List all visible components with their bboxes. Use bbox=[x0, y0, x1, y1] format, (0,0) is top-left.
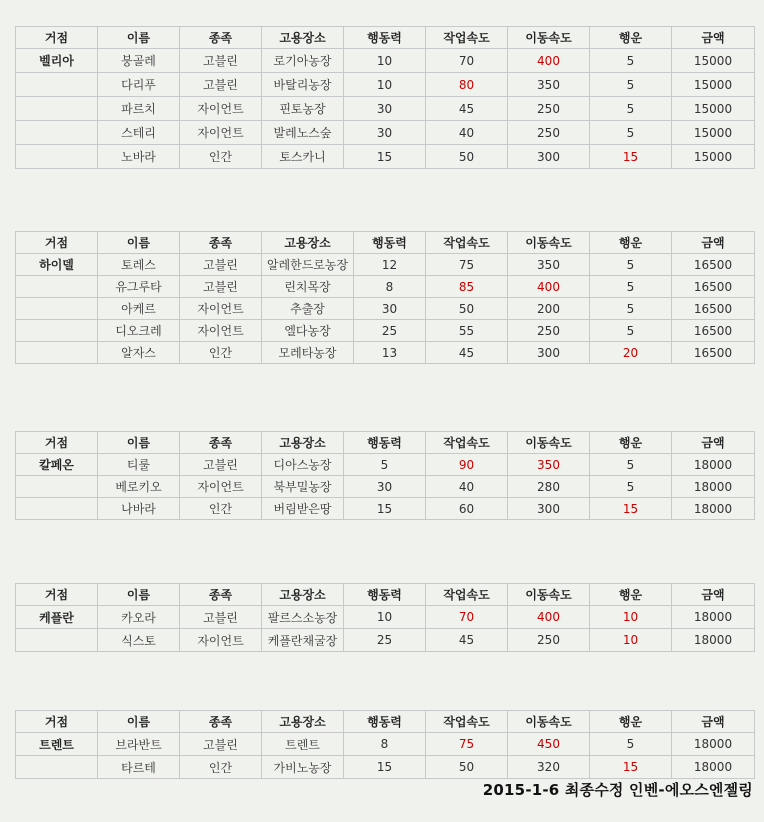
worker-price: 16500 bbox=[672, 254, 755, 276]
header-price: 금액 bbox=[672, 27, 755, 49]
worker-luck: 5 bbox=[590, 73, 672, 97]
base-cell: 케플란 bbox=[16, 606, 98, 629]
worker-stamina: 15 bbox=[344, 145, 426, 169]
base-cell-empty bbox=[16, 498, 98, 520]
header-work-speed: 작업속도 bbox=[426, 711, 508, 733]
header-place: 고용장소 bbox=[262, 432, 344, 454]
base-cell-empty bbox=[16, 145, 98, 169]
worker-work-speed: 45 bbox=[426, 629, 508, 652]
table-row bbox=[16, 342, 755, 364]
table-row bbox=[16, 756, 755, 779]
worker-table-trent bbox=[15, 710, 754, 779]
header-row bbox=[16, 27, 755, 49]
worker-price: 18000 bbox=[672, 454, 755, 476]
table-row bbox=[16, 606, 755, 629]
header-luck: 행운 bbox=[590, 27, 672, 49]
base-cell-empty bbox=[16, 756, 98, 779]
header-stamina: 행동력 bbox=[344, 584, 426, 606]
worker-price: 15000 bbox=[672, 121, 755, 145]
worker-race: 자이언트 bbox=[180, 121, 262, 145]
base-cell-empty bbox=[16, 320, 98, 342]
worker-move-speed: 300 bbox=[508, 145, 590, 169]
worker-name: 유그루타 bbox=[98, 276, 180, 298]
worker-stamina: 30 bbox=[354, 298, 426, 320]
table-row bbox=[16, 121, 755, 145]
header-place: 고용장소 bbox=[262, 584, 344, 606]
worker-price: 18000 bbox=[672, 756, 755, 779]
header-base: 거점 bbox=[16, 584, 98, 606]
base-cell: 하이델 bbox=[16, 254, 98, 276]
base-cell-empty bbox=[16, 97, 98, 121]
worker-place: 로기아농장 bbox=[262, 49, 344, 73]
worker-name: 티룰 bbox=[98, 454, 180, 476]
table-row bbox=[16, 97, 755, 121]
worker-luck: 5 bbox=[590, 733, 672, 756]
worker-name: 디오크레 bbox=[98, 320, 180, 342]
worker-luck: 5 bbox=[590, 298, 672, 320]
header-work-speed: 작업속도 bbox=[426, 232, 508, 254]
worker-price: 16500 bbox=[672, 276, 755, 298]
worker-place: 바탈리농장 bbox=[262, 73, 344, 97]
header-price: 금액 bbox=[672, 711, 755, 733]
worker-stamina: 12 bbox=[354, 254, 426, 276]
header-race: 종족 bbox=[180, 711, 262, 733]
header-luck: 행운 bbox=[590, 432, 672, 454]
worker-place: 린치목장 bbox=[262, 276, 354, 298]
worker-stamina: 10 bbox=[344, 606, 426, 629]
worker-work-speed: 80 bbox=[426, 73, 508, 97]
worker-move-speed: 200 bbox=[508, 298, 590, 320]
worker-name: 스테리 bbox=[98, 121, 180, 145]
worker-price: 16500 bbox=[672, 320, 755, 342]
worker-luck: 5 bbox=[590, 476, 672, 498]
worker-place: 핀토농장 bbox=[262, 97, 344, 121]
header-place: 고용장소 bbox=[262, 27, 344, 49]
worker-name: 아케르 bbox=[98, 298, 180, 320]
header-luck: 행운 bbox=[590, 584, 672, 606]
worker-race: 인간 bbox=[180, 342, 262, 364]
worker-table-keplan bbox=[15, 583, 754, 652]
header-row bbox=[16, 232, 755, 254]
worker-race: 고블린 bbox=[180, 254, 262, 276]
header-move-speed: 이동속도 bbox=[508, 27, 590, 49]
worker-move-speed: 300 bbox=[508, 342, 590, 364]
worker-price: 18000 bbox=[672, 498, 755, 520]
worker-race: 고블린 bbox=[180, 73, 262, 97]
header-move-speed: 이동속도 bbox=[508, 432, 590, 454]
worker-move-speed: 400 bbox=[508, 276, 590, 298]
worker-stamina: 8 bbox=[344, 733, 426, 756]
header-name: 이름 bbox=[98, 711, 180, 733]
header-name: 이름 bbox=[98, 584, 180, 606]
worker-price: 16500 bbox=[672, 298, 755, 320]
header-place: 고용장소 bbox=[262, 711, 344, 733]
worker-work-speed: 70 bbox=[426, 49, 508, 73]
worker-price: 18000 bbox=[672, 733, 755, 756]
worker-stamina: 30 bbox=[344, 97, 426, 121]
worker-move-speed: 250 bbox=[508, 121, 590, 145]
worker-place: 발레노스숲 bbox=[262, 121, 344, 145]
worker-place: 북부밀농장 bbox=[262, 476, 344, 498]
worker-place: 모레타농장 bbox=[262, 342, 354, 364]
header-stamina: 행동력 bbox=[344, 27, 426, 49]
header-race: 종족 bbox=[180, 232, 262, 254]
worker-move-speed: 400 bbox=[508, 606, 590, 629]
worker-race: 자이언트 bbox=[180, 320, 262, 342]
header-luck: 행운 bbox=[590, 711, 672, 733]
worker-price: 15000 bbox=[672, 49, 755, 73]
worker-move-speed: 350 bbox=[508, 454, 590, 476]
worker-move-speed: 250 bbox=[508, 97, 590, 121]
worker-name: 붕골레 bbox=[98, 49, 180, 73]
worker-price: 16500 bbox=[672, 342, 755, 364]
worker-luck: 5 bbox=[590, 320, 672, 342]
header-row bbox=[16, 432, 755, 454]
worker-place: 디아스농장 bbox=[262, 454, 344, 476]
worker-race: 인간 bbox=[180, 498, 262, 520]
base-cell-empty bbox=[16, 121, 98, 145]
worker-work-speed: 40 bbox=[426, 476, 508, 498]
header-base: 거점 bbox=[16, 232, 98, 254]
worker-move-speed: 280 bbox=[508, 476, 590, 498]
worker-race: 자이언트 bbox=[180, 629, 262, 652]
table-row bbox=[16, 254, 755, 276]
worker-luck: 5 bbox=[590, 454, 672, 476]
worker-work-speed: 55 bbox=[426, 320, 508, 342]
table-row bbox=[16, 49, 755, 73]
worker-move-speed: 350 bbox=[508, 254, 590, 276]
worker-price: 18000 bbox=[672, 606, 755, 629]
table-row bbox=[16, 276, 755, 298]
worker-luck: 20 bbox=[590, 342, 672, 364]
header-stamina: 행동력 bbox=[344, 711, 426, 733]
base-cell: 트렌트 bbox=[16, 733, 98, 756]
worker-luck: 5 bbox=[590, 254, 672, 276]
worker-luck: 15 bbox=[590, 498, 672, 520]
header-race: 종족 bbox=[180, 27, 262, 49]
header-move-speed: 이동속도 bbox=[508, 711, 590, 733]
worker-price: 18000 bbox=[672, 629, 755, 652]
worker-place: 토스카니 bbox=[262, 145, 344, 169]
worker-price: 15000 bbox=[672, 73, 755, 97]
header-base: 거점 bbox=[16, 711, 98, 733]
revision-note: 2015-1-6 최종수정 인벤-에오스엔젤링 bbox=[482, 781, 753, 799]
worker-name: 알자스 bbox=[98, 342, 180, 364]
worker-luck: 15 bbox=[590, 756, 672, 779]
worker-place: 팔르스소농장 bbox=[262, 606, 344, 629]
worker-work-speed: 85 bbox=[426, 276, 508, 298]
header-work-speed: 작업속도 bbox=[426, 27, 508, 49]
worker-place: 버림받은땅 bbox=[262, 498, 344, 520]
worker-name: 다리푸 bbox=[98, 73, 180, 97]
worker-luck: 5 bbox=[590, 276, 672, 298]
worker-table-heidel bbox=[15, 231, 754, 364]
worker-name: 나바라 bbox=[98, 498, 180, 520]
header-price: 금액 bbox=[672, 432, 755, 454]
worker-race: 자이언트 bbox=[180, 476, 262, 498]
header-work-speed: 작업속도 bbox=[426, 584, 508, 606]
base-cell-empty bbox=[16, 276, 98, 298]
header-price: 금액 bbox=[672, 584, 755, 606]
base-cell-empty bbox=[16, 298, 98, 320]
worker-place: 엘다농장 bbox=[262, 320, 354, 342]
worker-luck: 10 bbox=[590, 629, 672, 652]
table-row bbox=[16, 298, 755, 320]
header-stamina: 행동력 bbox=[354, 232, 426, 254]
worker-work-speed: 45 bbox=[426, 342, 508, 364]
worker-table-calpheon bbox=[15, 431, 754, 520]
table-row bbox=[16, 733, 755, 756]
header-luck: 행운 bbox=[590, 232, 672, 254]
worker-race: 고블린 bbox=[180, 606, 262, 629]
worker-place: 가비노농장 bbox=[262, 756, 344, 779]
worker-stamina: 13 bbox=[354, 342, 426, 364]
table-row bbox=[16, 498, 755, 520]
base-cell-empty bbox=[16, 73, 98, 97]
worker-work-speed: 60 bbox=[426, 498, 508, 520]
header-name: 이름 bbox=[98, 432, 180, 454]
header-race: 종족 bbox=[180, 584, 262, 606]
worker-stamina: 15 bbox=[344, 756, 426, 779]
worker-name: 타르테 bbox=[98, 756, 180, 779]
worker-move-speed: 320 bbox=[508, 756, 590, 779]
worker-work-speed: 50 bbox=[426, 298, 508, 320]
worker-place: 케플란채굴장 bbox=[262, 629, 344, 652]
table-row bbox=[16, 73, 755, 97]
worker-race: 자이언트 bbox=[180, 298, 262, 320]
header-move-speed: 이동속도 bbox=[508, 584, 590, 606]
base-cell-empty bbox=[16, 342, 98, 364]
worker-stamina: 30 bbox=[344, 121, 426, 145]
worker-luck: 5 bbox=[590, 97, 672, 121]
worker-work-speed: 90 bbox=[426, 454, 508, 476]
worker-race: 인간 bbox=[180, 756, 262, 779]
header-stamina: 행동력 bbox=[344, 432, 426, 454]
worker-luck: 15 bbox=[590, 145, 672, 169]
worker-price: 15000 bbox=[672, 145, 755, 169]
worker-price: 15000 bbox=[672, 97, 755, 121]
worker-move-speed: 350 bbox=[508, 73, 590, 97]
worker-name: 브라반트 bbox=[98, 733, 180, 756]
worker-place: 추출장 bbox=[262, 298, 354, 320]
worker-place: 트렌트 bbox=[262, 733, 344, 756]
worker-race: 자이언트 bbox=[180, 97, 262, 121]
header-move-speed: 이동속도 bbox=[508, 232, 590, 254]
header-base: 거점 bbox=[16, 27, 98, 49]
worker-stamina: 10 bbox=[344, 73, 426, 97]
worker-work-speed: 50 bbox=[426, 756, 508, 779]
worker-race: 고블린 bbox=[180, 733, 262, 756]
worker-work-speed: 75 bbox=[426, 733, 508, 756]
base-cell: 벨리아 bbox=[16, 49, 98, 73]
table-row bbox=[16, 629, 755, 652]
worker-move-speed: 250 bbox=[508, 320, 590, 342]
header-price: 금액 bbox=[672, 232, 755, 254]
header-row bbox=[16, 584, 755, 606]
header-row bbox=[16, 711, 755, 733]
worker-price: 18000 bbox=[672, 476, 755, 498]
worker-stamina: 10 bbox=[344, 49, 426, 73]
header-work-speed: 작업속도 bbox=[426, 432, 508, 454]
worker-race: 고블린 bbox=[180, 454, 262, 476]
worker-work-speed: 45 bbox=[426, 97, 508, 121]
worker-race: 고블린 bbox=[180, 276, 262, 298]
worker-work-speed: 50 bbox=[426, 145, 508, 169]
worker-luck: 10 bbox=[590, 606, 672, 629]
table-row bbox=[16, 320, 755, 342]
header-name: 이름 bbox=[98, 232, 180, 254]
table-row bbox=[16, 476, 755, 498]
worker-name: 파르치 bbox=[98, 97, 180, 121]
worker-stamina: 5 bbox=[344, 454, 426, 476]
worker-move-speed: 450 bbox=[508, 733, 590, 756]
worker-race: 고블린 bbox=[180, 49, 262, 73]
header-race: 종족 bbox=[180, 432, 262, 454]
header-place: 고용장소 bbox=[262, 232, 354, 254]
worker-work-speed: 70 bbox=[426, 606, 508, 629]
header-base: 거점 bbox=[16, 432, 98, 454]
worker-stamina: 30 bbox=[344, 476, 426, 498]
worker-luck: 5 bbox=[590, 121, 672, 145]
worker-move-speed: 250 bbox=[508, 629, 590, 652]
worker-stamina: 25 bbox=[344, 629, 426, 652]
worker-stamina: 25 bbox=[354, 320, 426, 342]
worker-race: 인간 bbox=[180, 145, 262, 169]
base-cell-empty bbox=[16, 476, 98, 498]
table-row bbox=[16, 454, 755, 476]
worker-name: 식스토 bbox=[98, 629, 180, 652]
worker-table-velia bbox=[15, 26, 754, 169]
worker-move-speed: 300 bbox=[508, 498, 590, 520]
worker-move-speed: 400 bbox=[508, 49, 590, 73]
header-name: 이름 bbox=[98, 27, 180, 49]
table-row bbox=[16, 145, 755, 169]
worker-name: 토레스 bbox=[98, 254, 180, 276]
worker-place: 알레한드로농장 bbox=[262, 254, 354, 276]
worker-name: 카오라 bbox=[98, 606, 180, 629]
worker-luck: 5 bbox=[590, 49, 672, 73]
base-cell-empty bbox=[16, 629, 98, 652]
worker-name: 노바라 bbox=[98, 145, 180, 169]
worker-work-speed: 40 bbox=[426, 121, 508, 145]
worker-work-speed: 75 bbox=[426, 254, 508, 276]
worker-stamina: 15 bbox=[344, 498, 426, 520]
worker-stamina: 8 bbox=[354, 276, 426, 298]
worker-name: 베로키오 bbox=[98, 476, 180, 498]
base-cell: 칼페온 bbox=[16, 454, 98, 476]
